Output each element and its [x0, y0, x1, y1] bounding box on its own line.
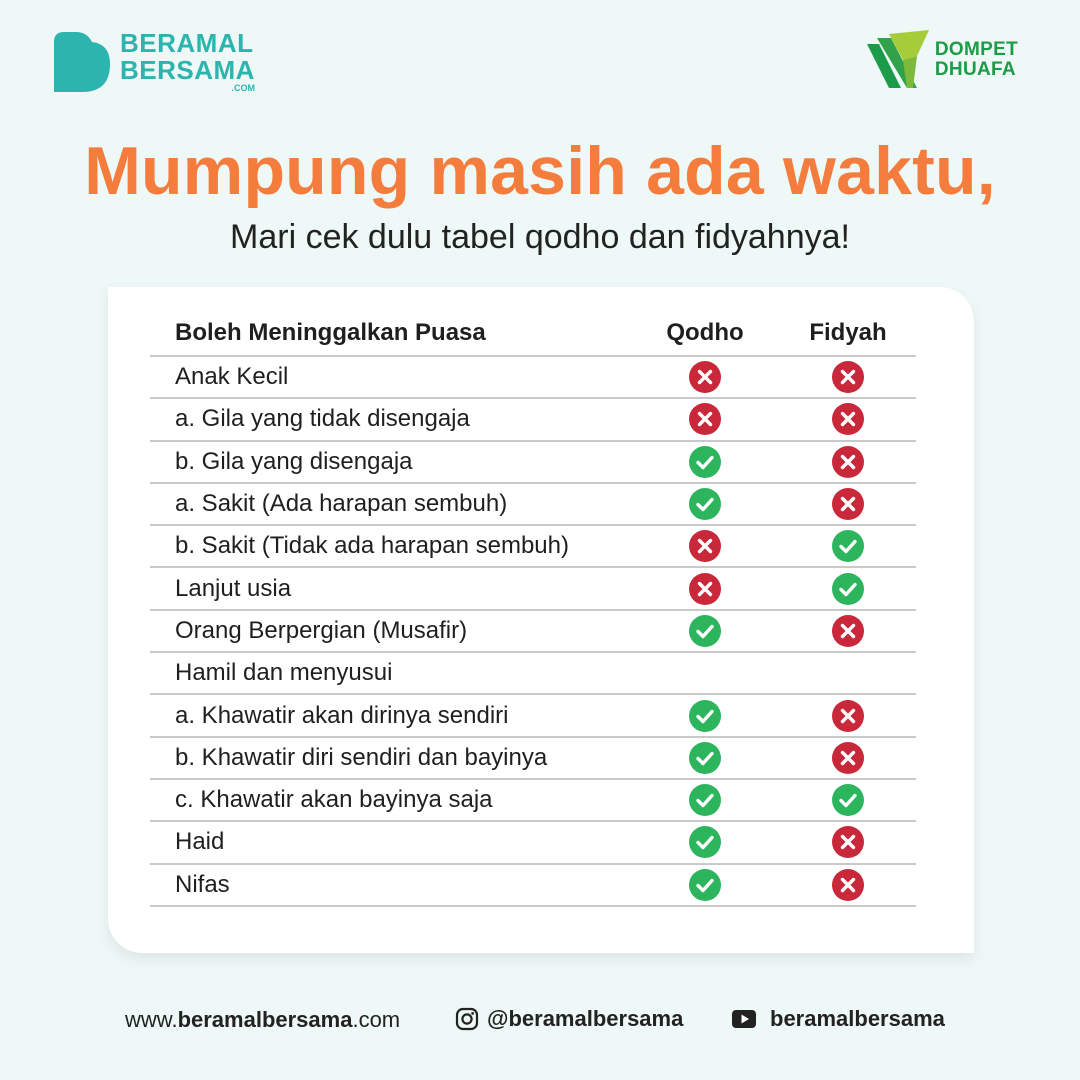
row-label: Nifas	[175, 870, 230, 898]
cross-icon	[832, 403, 864, 435]
row-label: b. Gila yang disengaja	[175, 447, 413, 475]
website-link[interactable]	[125, 1007, 400, 1033]
table-row	[150, 399, 916, 441]
cross-icon	[832, 742, 864, 774]
instagram-icon	[455, 1007, 479, 1031]
table-row	[150, 780, 916, 822]
table-row	[150, 568, 916, 610]
check-icon	[689, 784, 721, 816]
beramal-bersama-logo	[54, 30, 255, 93]
cross-icon	[689, 403, 721, 435]
row-label: b. Khawatir diri sendiri dan bayinya	[175, 743, 548, 771]
youtube-channel: beramalbersama	[770, 1006, 945, 1031]
table-row	[150, 484, 916, 526]
check-icon	[689, 488, 721, 520]
qodho-cell	[630, 784, 780, 816]
website-suffix: .com	[352, 1007, 401, 1032]
qodho-cell	[630, 361, 780, 393]
row-label: Anak Kecil	[175, 363, 289, 391]
fidyah-cell	[780, 446, 916, 478]
qodho-cell	[630, 615, 780, 647]
table-row	[150, 611, 916, 653]
logo-left-line3: .COM	[231, 83, 255, 93]
check-icon	[832, 784, 864, 816]
qodho-cell	[630, 446, 780, 478]
cross-icon	[832, 869, 864, 901]
table-header	[150, 311, 916, 357]
row-label: a. Khawatir akan dirinya sendiri	[175, 701, 509, 729]
qodho-cell	[630, 826, 780, 858]
fidyah-cell	[780, 361, 916, 393]
headline: Mumpung masih ada waktu,	[84, 133, 996, 209]
fidyah-cell	[780, 615, 916, 647]
table-body	[150, 357, 916, 907]
check-icon	[689, 700, 721, 732]
fidyah-cell	[780, 573, 916, 605]
check-icon	[689, 446, 721, 478]
header-fidyah: Fidyah	[809, 319, 887, 346]
header-condition: Boleh Meninggalkan Puasa	[175, 319, 486, 346]
table-row	[150, 695, 916, 737]
website-prefix: www.	[125, 1007, 178, 1032]
fidyah-cell	[780, 784, 916, 816]
subheadline: Mari cek dulu tabel qodho dan fidyahnya!	[230, 218, 850, 256]
check-icon	[832, 530, 864, 562]
cross-icon	[689, 361, 721, 393]
qodho-cell	[630, 403, 780, 435]
table-row	[150, 865, 916, 907]
cross-icon	[832, 446, 864, 478]
youtube-link[interactable]	[732, 1006, 945, 1032]
row-label: a. Gila yang tidak disengaja	[175, 405, 470, 433]
table-row	[150, 653, 916, 695]
cross-icon	[832, 615, 864, 647]
qodho-cell	[630, 742, 780, 774]
check-icon	[689, 742, 721, 774]
table-row	[150, 822, 916, 864]
qodho-cell	[630, 700, 780, 732]
fidyah-cell	[780, 403, 916, 435]
logo-right-line2: DHUAFA	[934, 59, 1016, 80]
heart-icon	[54, 32, 110, 92]
cross-icon	[689, 530, 721, 562]
table-row	[150, 738, 916, 780]
header-qodho: Qodho	[666, 319, 744, 346]
row-label: c. Khawatir akan bayinya saja	[175, 786, 493, 814]
fidyah-cell	[780, 530, 916, 562]
qodho-cell	[630, 530, 780, 562]
table-card	[108, 287, 974, 953]
cross-icon	[832, 826, 864, 858]
qodho-cell	[630, 869, 780, 901]
cross-icon	[689, 573, 721, 605]
qodho-fidyah-table	[150, 311, 916, 907]
leaf-logo-icon	[867, 30, 931, 90]
dompet-dhuafa-logo	[867, 30, 1018, 90]
logo-right-line1: DOMPET	[934, 39, 1018, 61]
row-label: Orang Berpergian (Musafir)	[175, 616, 468, 644]
cross-icon	[832, 700, 864, 732]
row-label: Lanjut usia	[175, 574, 292, 602]
instagram-handle: @beramalbersama	[487, 1006, 684, 1031]
fidyah-cell	[780, 742, 916, 774]
row-label: Hamil dan menyusui	[175, 659, 393, 687]
check-icon	[689, 826, 721, 858]
fidyah-cell	[780, 826, 916, 858]
youtube-icon	[732, 1007, 756, 1031]
fidyah-cell	[780, 488, 916, 520]
instagram-link[interactable]	[455, 1006, 683, 1032]
table-row	[150, 357, 916, 399]
fidyah-cell	[780, 869, 916, 901]
row-label: a. Sakit (Ada harapan sembuh)	[175, 490, 508, 518]
row-label: b. Sakit (Tidak ada harapan sembuh)	[175, 532, 569, 560]
qodho-cell	[630, 573, 780, 605]
footer	[0, 1004, 1080, 1036]
cross-icon	[832, 361, 864, 393]
fidyah-cell	[780, 700, 916, 732]
website-name: beramalbersama	[177, 1007, 353, 1032]
row-label: Haid	[175, 828, 225, 856]
check-icon	[689, 869, 721, 901]
cross-icon	[832, 488, 864, 520]
logo-left-line2: BERSAMA	[120, 55, 255, 85]
table-row	[150, 442, 916, 484]
qodho-cell	[630, 488, 780, 520]
table-row	[150, 526, 916, 568]
check-icon	[689, 615, 721, 647]
logo-left-line1: BERAMAL	[120, 28, 254, 58]
check-icon	[832, 573, 864, 605]
